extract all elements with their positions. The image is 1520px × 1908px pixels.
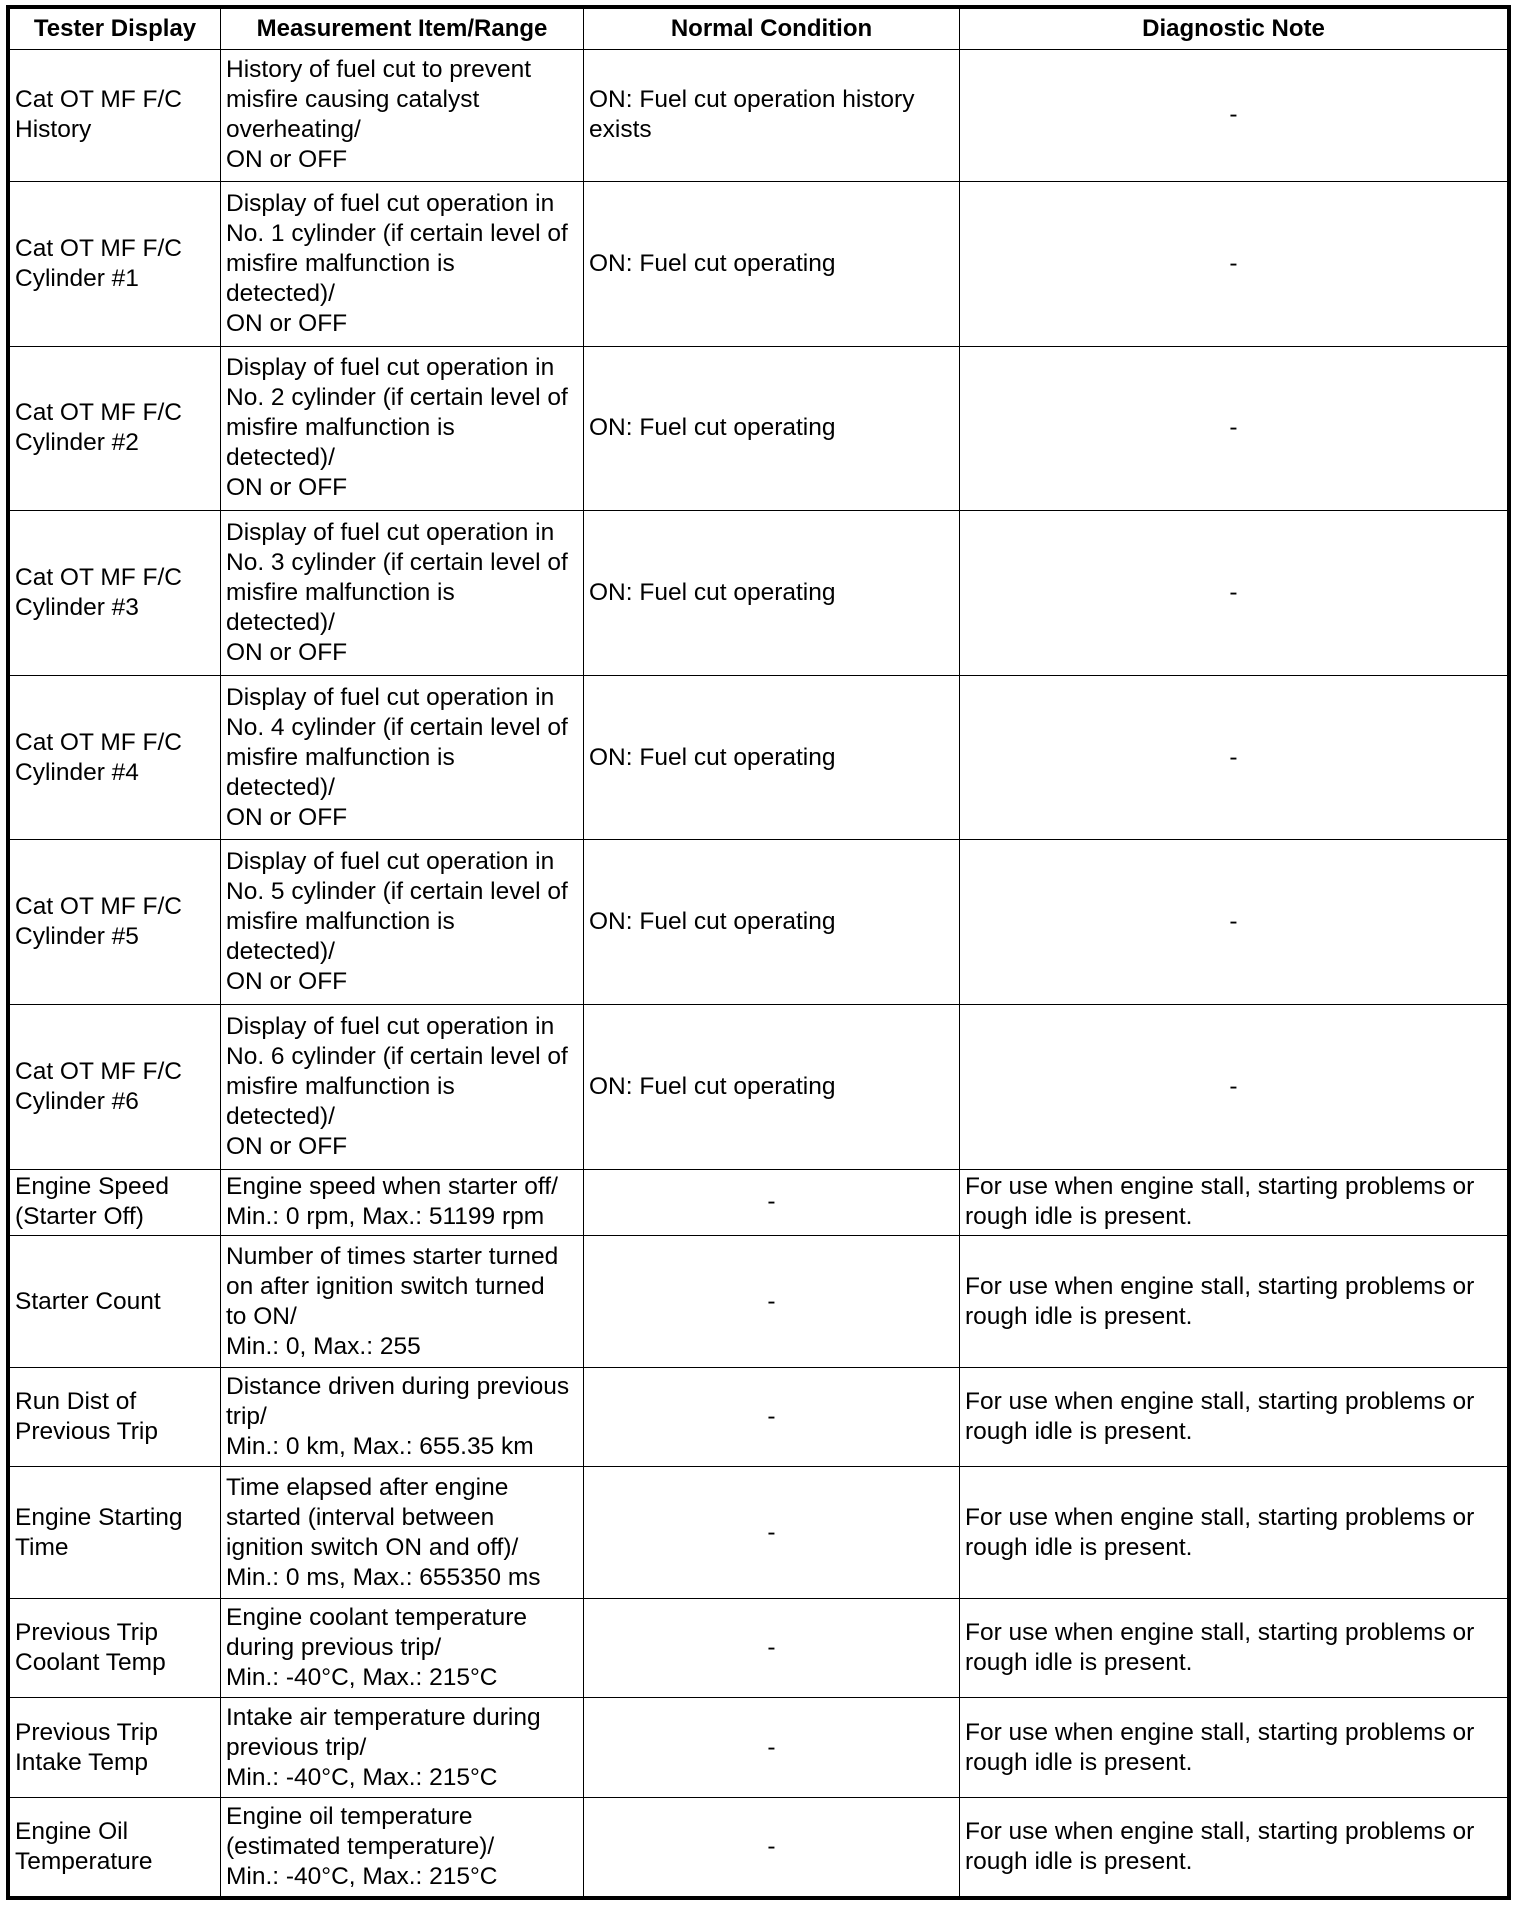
measurement-item-line: detected)/	[226, 444, 335, 472]
tester-display-cell	[10, 1368, 221, 1467]
diagnostic-note-line: -	[1229, 908, 1238, 936]
tester-display-cell	[10, 1005, 221, 1170]
table-row	[10, 675, 1508, 840]
normal-condition-cell	[584, 1236, 960, 1368]
measurement-item-line: started (interval between	[226, 1503, 495, 1531]
tester-display-line: Engine Speed	[15, 1173, 169, 1201]
normal-condition-line: -	[767, 1403, 776, 1431]
normal-condition-cell	[584, 1368, 960, 1467]
table-row	[10, 346, 1508, 511]
diagnostic-note-cell	[960, 511, 1508, 676]
tester-display-cell	[10, 511, 221, 676]
diagnostic-note-line: For use when engine stall, starting problems or	[965, 1619, 1475, 1647]
normal-condition-cell	[584, 1005, 960, 1170]
measurement-item-cell	[221, 1169, 584, 1236]
measurement-item-line: Min.: 0 rpm, Max.: 51199 rpm	[226, 1203, 545, 1231]
tester-display-line: Cylinder #5	[15, 923, 139, 951]
tester-display-line: Cat OT MF F/C	[15, 563, 182, 591]
tester-display-cell	[10, 346, 221, 511]
table-row	[10, 1698, 1508, 1797]
table-header-row	[10, 9, 1508, 50]
tester-display-line: (Starter Off)	[15, 1203, 144, 1231]
diagnostic-note-line: For use when engine stall, starting problems or	[965, 1388, 1475, 1416]
measurement-item-line: trip/	[226, 1403, 267, 1431]
measurement-item-cell	[221, 181, 584, 346]
tester-display-cell	[10, 50, 221, 182]
measurement-item-line: ON or OFF	[226, 146, 348, 174]
measurement-item-line: Engine coolant temperature	[226, 1604, 527, 1632]
measurement-item-cell	[221, 346, 584, 511]
header-tester-display: Tester Display	[10, 9, 221, 50]
table-row	[10, 1797, 1508, 1896]
tester-display-cell	[10, 1599, 221, 1698]
diagnostic-note-line: -	[1229, 743, 1238, 771]
measurement-item-line: ON or OFF	[226, 1132, 348, 1160]
measurement-item-line: Display of fuel cut operation in	[226, 518, 555, 546]
tester-display-cell	[10, 1698, 221, 1797]
table-row	[10, 511, 1508, 676]
measurement-item-line: previous trip/	[226, 1733, 367, 1761]
measurement-item-line: misfire malfunction is	[226, 908, 455, 936]
tester-display-cell	[10, 840, 221, 1005]
measurement-item-line: misfire causing catalyst	[226, 86, 480, 114]
diagnostic-note-cell	[960, 1236, 1508, 1368]
measurement-item-line: Number of times starter turned	[226, 1242, 559, 1270]
table-row	[10, 1467, 1508, 1599]
diagnostic-note-line: rough idle is present.	[965, 1748, 1193, 1776]
tester-display-cell	[10, 1467, 221, 1599]
header-diagnostic-note: Diagnostic Note	[960, 9, 1508, 50]
measurement-item-line: Min.: -40°C, Max.: 215°C	[226, 1862, 498, 1890]
measurement-item-line: Min.: -40°C, Max.: 215°C	[226, 1664, 498, 1692]
measurement-item-cell	[221, 50, 584, 182]
normal-condition-line: ON: Fuel cut operation history	[589, 86, 915, 114]
normal-condition-cell	[584, 181, 960, 346]
table-row	[10, 1169, 1508, 1236]
diagnostic-note-line: For use when engine stall, starting problems or	[965, 1173, 1475, 1201]
normal-condition-cell	[584, 1169, 960, 1236]
tester-display-cell	[10, 1797, 221, 1896]
normal-condition-line: ON: Fuel cut operating	[589, 249, 836, 277]
measurement-item-line: Display of fuel cut operation in	[226, 848, 555, 876]
measurement-item-line: Min.: 0 km, Max.: 655.35 km	[226, 1433, 534, 1461]
measurement-item-line: detected)/	[226, 608, 335, 636]
diagnostic-note-line: For use when engine stall, starting problems or	[965, 1272, 1475, 1300]
diagnostic-note-cell	[960, 1005, 1508, 1170]
diagnostic-note-cell	[960, 50, 1508, 182]
measurement-item-cell	[221, 675, 584, 840]
normal-condition-line: ON: Fuel cut operating	[589, 578, 836, 606]
tester-display-cell	[10, 181, 221, 346]
measurement-item-line: misfire malfunction is	[226, 414, 455, 442]
normal-condition-cell	[584, 1599, 960, 1698]
normal-condition-line: ON: Fuel cut operating	[589, 908, 836, 936]
normal-condition-cell	[584, 50, 960, 182]
header-measurement-item: Measurement Item/Range	[221, 9, 584, 50]
tester-display-line: Cylinder #1	[15, 264, 139, 292]
diagnostic-note-line: rough idle is present.	[965, 1302, 1193, 1330]
diagnostic-note-cell	[960, 1368, 1508, 1467]
measurement-item-line: ON or OFF	[226, 638, 348, 666]
measurement-item-line: No. 6 cylinder (if certain level of	[226, 1042, 568, 1070]
table-row	[10, 1599, 1508, 1698]
tester-display-line: Cat OT MF F/C	[15, 399, 182, 427]
table-row	[10, 50, 1508, 182]
measurement-item-cell	[221, 1368, 584, 1467]
diagnostic-note-line: rough idle is present.	[965, 1649, 1193, 1677]
table-row	[10, 840, 1508, 1005]
tester-display-line: Run Dist of	[15, 1388, 137, 1416]
diagnostic-note-cell	[960, 1467, 1508, 1599]
tester-display-cell	[10, 1236, 221, 1368]
measurement-item-line: on after ignition switch turned	[226, 1272, 545, 1300]
diagnostic-note-cell	[960, 346, 1508, 511]
measurement-item-line: misfire malfunction is	[226, 578, 455, 606]
tester-display-line: Time	[15, 1533, 69, 1561]
diagnostic-note-line: -	[1229, 101, 1238, 129]
tester-display-line: Engine Starting	[15, 1503, 183, 1531]
tester-display-line: Cat OT MF F/C	[15, 1057, 182, 1085]
measurement-item-line: Intake air temperature during	[226, 1703, 541, 1731]
diagnostic-note-line: rough idle is present.	[965, 1418, 1193, 1446]
measurement-item-cell	[221, 1797, 584, 1896]
diagnostic-note-line: For use when engine stall, starting problems or	[965, 1718, 1475, 1746]
diagnostic-note-cell	[960, 1698, 1508, 1797]
measurement-item-line: Min.: -40°C, Max.: 215°C	[226, 1763, 498, 1791]
measurement-item-cell	[221, 1467, 584, 1599]
normal-condition-cell	[584, 346, 960, 511]
diagnostic-note-line: For use when engine stall, starting problems or	[965, 1503, 1475, 1531]
diagnostic-note-cell	[960, 1169, 1508, 1236]
normal-condition-line: -	[767, 1832, 776, 1860]
tester-display-line: Starter Count	[15, 1287, 161, 1315]
measurement-item-cell	[221, 511, 584, 676]
tester-display-cell	[10, 1169, 221, 1236]
normal-condition-cell	[584, 1467, 960, 1599]
diagnostic-note-cell	[960, 1599, 1508, 1698]
measurement-item-line: ON or OFF	[226, 803, 348, 831]
tester-display-line: History	[15, 116, 92, 144]
diagnostic-note-line: -	[1229, 578, 1238, 606]
measurement-item-line: during previous trip/	[226, 1634, 442, 1662]
diagnostic-note-line: For use when engine stall, starting problems or	[965, 1817, 1475, 1845]
normal-condition-cell	[584, 840, 960, 1005]
measurement-item-cell	[221, 1236, 584, 1368]
measurement-item-cell	[221, 840, 584, 1005]
measurement-item-line: Display of fuel cut operation in	[226, 354, 555, 382]
header-normal-condition: Normal Condition	[584, 9, 960, 50]
measurement-item-line: Display of fuel cut operation in	[226, 1012, 555, 1040]
tester-display-cell	[10, 675, 221, 840]
measurement-item-line: Engine speed when starter off/	[226, 1173, 558, 1201]
measurement-item-line: ON or OFF	[226, 968, 348, 996]
measurement-item-line: misfire malfunction is	[226, 249, 455, 277]
diagnostic-note-line: -	[1229, 414, 1238, 442]
tester-display-line: Cat OT MF F/C	[15, 234, 182, 262]
tester-display-line: Cat OT MF F/C	[15, 728, 182, 756]
table-row	[10, 1368, 1508, 1467]
diagnostic-note-line: rough idle is present.	[965, 1533, 1193, 1561]
normal-condition-line: ON: Fuel cut operating	[589, 414, 836, 442]
normal-condition-cell	[584, 675, 960, 840]
measurement-item-line: ignition switch ON and off)/	[226, 1533, 519, 1561]
measurement-item-line: No. 5 cylinder (if certain level of	[226, 878, 568, 906]
normal-condition-line: exists	[589, 116, 652, 144]
measurement-item-line: No. 2 cylinder (if certain level of	[226, 384, 568, 412]
tester-display-line: Engine Oil	[15, 1817, 129, 1845]
tester-display-line: Previous Trip	[15, 1619, 158, 1647]
measurement-item-line: overheating/	[226, 116, 361, 144]
data-list-table-frame	[6, 5, 1511, 1900]
normal-condition-cell	[584, 511, 960, 676]
measurement-item-cell	[221, 1005, 584, 1170]
data-list-table	[9, 8, 1508, 1897]
measurement-item-line: detected)/	[226, 773, 335, 801]
table-body	[10, 50, 1508, 1897]
measurement-item-cell	[221, 1698, 584, 1797]
normal-condition-line: -	[767, 1188, 776, 1216]
measurement-item-line: Min.: 0 ms, Max.: 655350 ms	[226, 1563, 541, 1591]
tester-display-line: Cat OT MF F/C	[15, 893, 182, 921]
measurement-item-line: misfire malfunction is	[226, 743, 455, 771]
measurement-item-line: No. 3 cylinder (if certain level of	[226, 548, 568, 576]
measurement-item-line: Distance driven during previous	[226, 1373, 570, 1401]
diagnostic-note-cell	[960, 675, 1508, 840]
tester-display-line: Coolant Temp	[15, 1649, 166, 1677]
measurement-item-line: ON or OFF	[226, 309, 348, 337]
measurement-item-line: Display of fuel cut operation in	[226, 683, 555, 711]
measurement-item-line: detected)/	[226, 279, 335, 307]
measurement-item-line: to ON/	[226, 1302, 297, 1330]
diagnostic-note-cell	[960, 1797, 1508, 1896]
normal-condition-line: -	[767, 1518, 776, 1546]
measurement-item-line: No. 1 cylinder (if certain level of	[226, 219, 568, 247]
tester-display-line: Previous Trip	[15, 1718, 158, 1746]
measurement-item-line: misfire malfunction is	[226, 1072, 455, 1100]
measurement-item-line: Time elapsed after engine	[226, 1473, 509, 1501]
normal-condition-cell	[584, 1698, 960, 1797]
measurement-item-line: History of fuel cut to prevent	[226, 56, 532, 84]
measurement-item-line: ON or OFF	[226, 474, 348, 502]
measurement-item-cell	[221, 1599, 584, 1698]
diagnostic-note-line: -	[1229, 1072, 1238, 1100]
tester-display-line: Cylinder #6	[15, 1087, 139, 1115]
tester-display-line: Temperature	[15, 1847, 153, 1875]
measurement-item-line: No. 4 cylinder (if certain level of	[226, 713, 568, 741]
measurement-item-line: Display of fuel cut operation in	[226, 189, 555, 217]
diagnostic-note-cell	[960, 181, 1508, 346]
measurement-item-line: (estimated temperature)/	[226, 1832, 495, 1860]
tester-display-line: Cylinder #3	[15, 593, 139, 621]
table-row	[10, 1005, 1508, 1170]
diagnostic-note-line: rough idle is present.	[965, 1847, 1193, 1875]
normal-condition-line: ON: Fuel cut operating	[589, 743, 836, 771]
measurement-item-line: detected)/	[226, 1102, 335, 1130]
tester-display-line: Intake Temp	[15, 1748, 149, 1776]
tester-display-line: Cylinder #4	[15, 758, 139, 786]
measurement-item-line: Min.: 0, Max.: 255	[226, 1332, 421, 1360]
tester-display-line: Previous Trip	[15, 1418, 158, 1446]
table-row	[10, 1236, 1508, 1368]
normal-condition-line: -	[767, 1287, 776, 1315]
normal-condition-line: ON: Fuel cut operating	[589, 1072, 836, 1100]
measurement-item-line: Engine oil temperature	[226, 1802, 473, 1830]
measurement-item-line: detected)/	[226, 938, 335, 966]
normal-condition-line: -	[767, 1634, 776, 1662]
normal-condition-cell	[584, 1797, 960, 1896]
table-row	[10, 181, 1508, 346]
diagnostic-note-line: rough idle is present.	[965, 1203, 1193, 1231]
tester-display-line: Cylinder #2	[15, 429, 139, 457]
diagnostic-note-line: -	[1229, 249, 1238, 277]
diagnostic-note-cell	[960, 840, 1508, 1005]
tester-display-line: Cat OT MF F/C	[15, 86, 182, 114]
normal-condition-line: -	[767, 1733, 776, 1761]
